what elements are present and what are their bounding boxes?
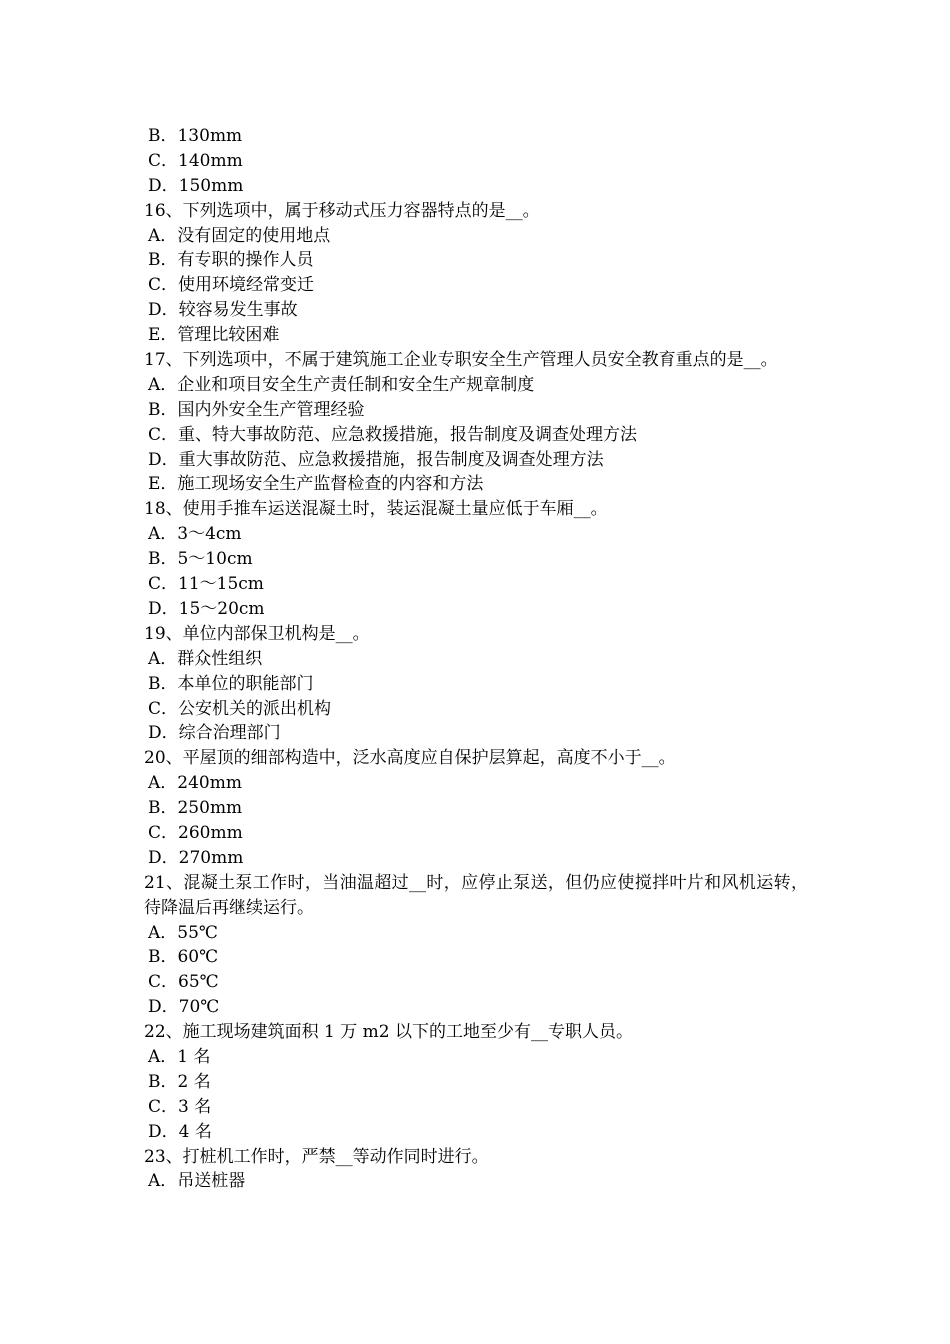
option-line: C．140mm	[148, 150, 243, 171]
option-line: A．群众性组织	[148, 648, 263, 669]
question-19: 19、单位内部保卫机构是__。	[144, 623, 370, 644]
option-line: A．吊送桩器	[148, 1171, 246, 1192]
option-line: D．15～20cm	[148, 598, 265, 619]
option-line: C．260mm	[148, 822, 243, 843]
option-line: B．2 名	[148, 1071, 211, 1092]
question-17: 17、下列选项中，不属于建筑施工企业专职安全生产管理人员安全教育重点的是__。	[144, 350, 778, 371]
option-line: A．55℃	[148, 922, 218, 943]
option-line: E．管理比较困难	[148, 325, 280, 346]
option-line: C．公安机关的派出机构	[148, 698, 332, 719]
option-line: A．没有固定的使用地点	[148, 225, 331, 246]
option-line: A．3～4cm	[148, 524, 242, 545]
question-23: 23、打桩机工作时，严禁__等动作同时进行。	[144, 1146, 489, 1167]
option-line: B．60℃	[148, 947, 219, 968]
question-18: 18、使用手推车运送混凝土时，装运混凝土量应低于车厢__。	[144, 499, 608, 520]
option-line: C．3 名	[148, 1096, 212, 1117]
document-page	[0, 124, 950, 1194]
option-line: D．70℃	[148, 997, 220, 1018]
option-line: D．较容易发生事故	[148, 300, 298, 321]
question-20: 20、平屋顶的细部构造中，泛水高度应自保护层算起，高度不小于__。	[144, 748, 676, 769]
option-line: C．重、特大事故防范、应急救援措施，报告制度及调查处理方法	[148, 424, 638, 445]
option-line: D．综合治理部门	[148, 723, 281, 744]
option-line: A．企业和项目安全生产责任制和安全生产规章制度	[148, 374, 535, 395]
option-line: B．5～10cm	[148, 549, 253, 570]
option-line: B．有专职的操作人员	[148, 250, 314, 271]
option-line: C．使用环境经常变迁	[148, 275, 315, 296]
option-line: D．270mm	[148, 847, 244, 868]
option-line: B．250mm	[148, 798, 243, 819]
option-line: B．130mm	[148, 126, 243, 146]
option-line: D．150mm	[148, 175, 244, 196]
option-line: A．1 名	[148, 1047, 211, 1067]
option-line: D．重大事故防范、应急救援措施，报告制度及调查处理方法	[148, 449, 604, 470]
option-line: A．240mm	[148, 773, 242, 794]
option-line: D．4 名	[148, 1121, 212, 1142]
option-line: C．65℃	[148, 972, 219, 993]
option-line: C．11～15cm	[148, 574, 264, 595]
question-16: 16、下列选项中，属于移动式压力容器特点的是__。	[144, 200, 540, 221]
question-21: 21、混凝土泵工作时，当油温超过__时，应停止泵送，但仍应使搅拌叶片和风机运转，待降温后再继续运行。	[144, 872, 808, 918]
option-line: B．本单位的职能部门	[148, 673, 314, 694]
option-line: E．施工现场安全生产监督检查的内容和方法	[148, 474, 484, 495]
option-line: B．国内外安全生产管理经验	[148, 399, 365, 420]
question-22: 22、施工现场建筑面积 1 万 m2 以下的工地至少有__专职人员。	[144, 1022, 633, 1043]
